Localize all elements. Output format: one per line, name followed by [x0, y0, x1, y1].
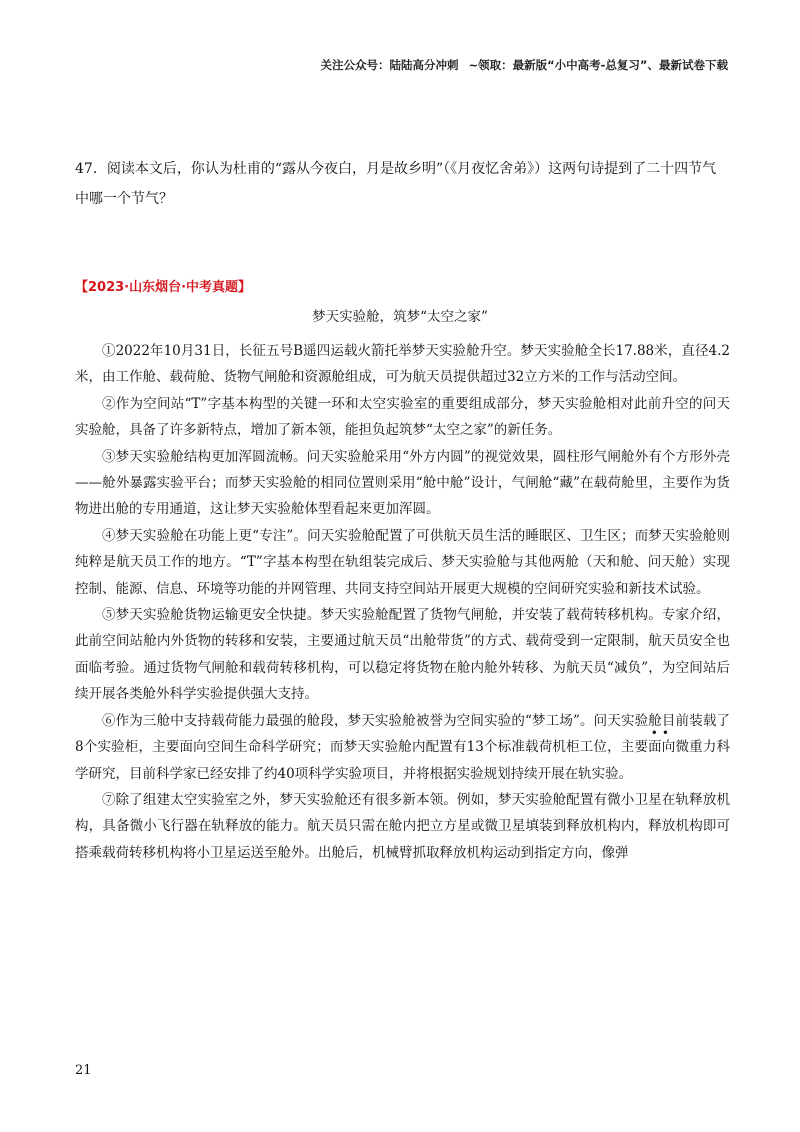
article-body — [75, 338, 730, 866]
paragraph-1: ①2022年10月31日，长征五号B遥四运载火箭托举梦天实验舱升空。梦天实验舱全长17.88米，直径4.2米，由工作舱、载荷舱、货物气闸舱和资源舱组成，可为航天员提供超过32立方米的工作与活动空间。 — [75, 343, 730, 386]
page-number: 21 — [75, 1063, 92, 1078]
header-right-text: ~领取：最新版“小中高考-总复习”、最新试卷下载 — [468, 58, 728, 72]
page-header — [320, 57, 728, 73]
header-left-text: 关注公众号：陆陆高分冲刺 — [320, 58, 459, 72]
emphasis-mark — [620, 726, 673, 756]
emphasis-dots: •• — [650, 726, 673, 741]
paragraph-5: ⑤梦天实验舱货物运输更安全快捷。梦天实验舱配置了货物气闸舱，并安装了载荷转移机构。专家介绍，此前空间站舱内外货物的转移和安装，主要通过航天员“出舱带货”的方式、载荷受到一定限制，航天员安全也面临考验。通过货物气闸舱和载荷转移机构，可以稳定将货物在舱内舱外转移、为航天员“减负”，为空间站后续开展各类舱外科学实验提供强大支持。 — [75, 607, 730, 703]
paragraph-4: ④梦天实验舱在功能上更“专注”。问天实验舱配置了可供航天员生活的睡眠区、卫生区；而梦天实验舱则纯粹是航天员工作的地方。“T”字基本构型在轨组装完成后、梦天实验舱与其他两舱（天和舱、问天舱）实现控制、能源、信息、环境等功能的并网管理、共同支持空间站开展更大规模的空间研究实验和新技术试验。 — [75, 527, 730, 597]
paragraph-2: ②作为空间站“T”字基本构型的关键一环和太空实验室的重要组成部分，梦天实验舱相对此前升空的问天实验舱，具备了许多新特点，增加了新本领，能担负起筑梦“太空之家”的新任务。 — [75, 395, 730, 439]
source-tag: 【2023·山东烟台·中考真题】 — [75, 280, 252, 295]
paragraph-3: ③梦天实验舱结构更加浑圆流畅。问天实验舱采用“外方内圆”的视觉效果，圆柱形气闸舱外有个方形外壳——舱外暴露实验平台；而梦天实验舱的相同位置则采用“舱中舱”设计，气闸舱“藏”在载荷舱里，主要作为货物进出舱的专用通道，这让梦天实验舱体型看起来更加浑圆。 — [75, 448, 730, 518]
emphasized-word: 主要 — [620, 739, 649, 756]
paragraph-6-part-2: 面向微重力科学研究，目前科学家已经安排了约40项科学实验项目，并将根据实验规划持续开展在轨实验。 — [75, 739, 730, 782]
article-title: 梦天实验舱，筑梦“太空之家” — [312, 309, 488, 325]
paragraph-6 — [75, 708, 730, 787]
paragraph-6-part-1: ⑥作为三舱中支持载荷能力最强的舱段，梦天实验舱被誉为空间实验的“梦工场”。问天实验舱目前装载了8个实验柜，主要面向空间生命科学研究；而梦天实验舱内配置有13个标准载荷机柜工位， — [75, 712, 730, 756]
question-47: 47．阅读本文后，你认为杜甫的“露从今夜白，月是故乡明”（《月夜忆舍弟》）这两句诗提到了二十四节气中哪一个节气？ — [75, 161, 717, 207]
paragraph-7: ⑦除了组建太空实验室之外，梦天实验舱还有很多新本领。例如，梦天实验舱配置有微小卫星在轨释放机构，具备微小飞行器在轨释放的能力。航天员只需在舱内把立方星或微卫星填装到释放机构内，释放机构即可搭乘载荷转移机构将小卫星运送至舱外。出舱后，机械臂抓取释放机构运动到指定方向，像弹 — [75, 791, 730, 861]
